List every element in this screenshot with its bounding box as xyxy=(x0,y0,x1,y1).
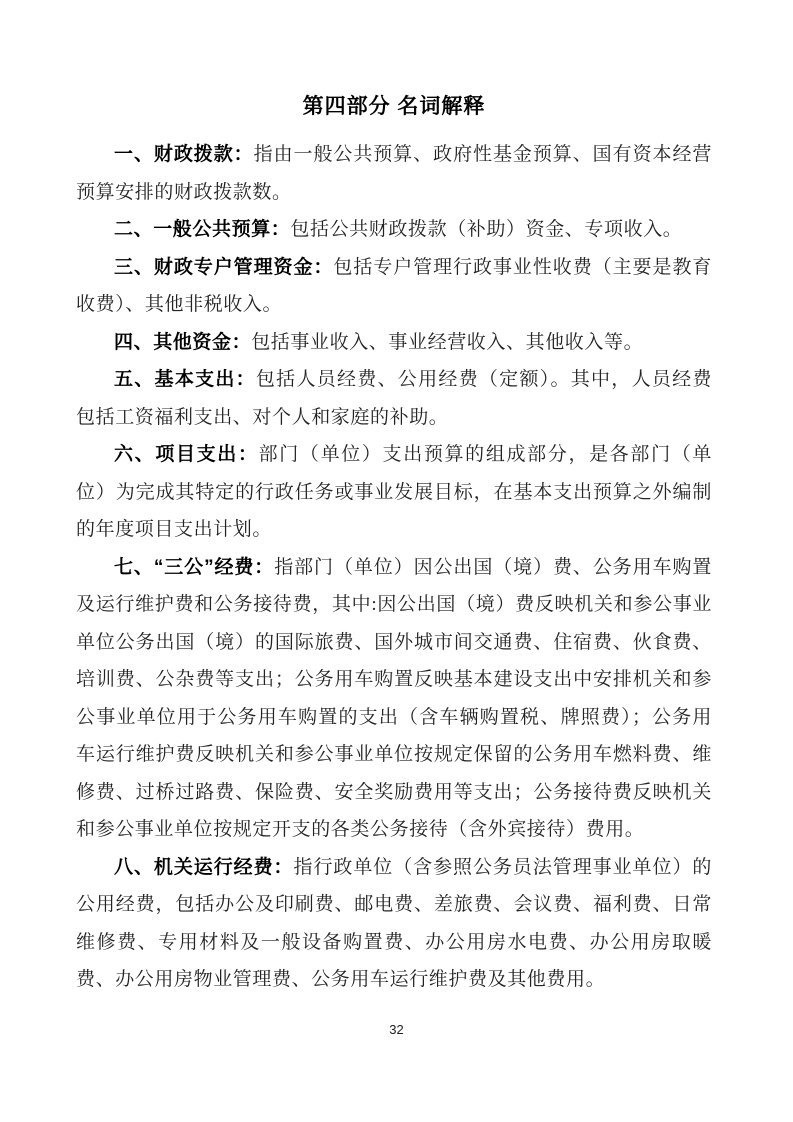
definition-body-6: 部门（单位）支出预算的组成部分，是各部门（单位）为完成其特定的行政任务或事业发展目标，在基本支出预算之外编制的年度项目支出计划。 xyxy=(76,444,713,540)
definition-paragraph-6 xyxy=(76,436,712,549)
definition-paragraph-3 xyxy=(76,249,712,324)
definition-paragraph-2 xyxy=(76,211,712,249)
definition-term-8: 八、机关运行经费： xyxy=(114,856,294,878)
definition-paragraph-4 xyxy=(76,324,712,362)
definition-body-2: 包括公共财政拨款（补助）资金、专项收入。 xyxy=(290,219,683,240)
document-body xyxy=(76,136,712,999)
definition-term-3: 三、财政专户管理资金： xyxy=(114,256,334,278)
definition-body-1: 指由一般公共预算、政府性基金预算、国有资本经营预算安排的财政拨款数。 xyxy=(76,144,713,203)
definition-term-7: 七、“三公”经费： xyxy=(114,556,275,578)
definition-paragraph-8 xyxy=(76,849,712,999)
page-number: 32 xyxy=(389,1022,404,1037)
definition-body-4: 包括事业收入、事业经营收入、其他收入等。 xyxy=(251,331,644,353)
definition-paragraph-1 xyxy=(76,136,712,211)
definition-body-8: 指行政单位（含参照公务员法管理事业单位）的公用经费，包括办公及印刷费、邮电费、差旅费、会议费、福利费、日常维修费、专用材料及一般设备购置费、办公用房水电费、办公用房取暖费、办公用房物业管理费、公务用车运行维护费及其他费用。 xyxy=(76,856,712,990)
definition-body-3: 包括专户管理行政事业性收费（主要是教育收费）、其他非税收入。 xyxy=(76,256,712,315)
definition-term-2: 二、一般公共预算： xyxy=(114,219,291,240)
definition-term-4: 四、其他资金： xyxy=(114,331,252,353)
definition-paragraph-5 xyxy=(76,361,712,436)
definition-term-6: 六、项目支出： xyxy=(114,444,259,465)
definition-body-7: 指部门（单位）因公出国（境）费、公务用车购置及运行维护费和公务接待费，其中:因公出国（境）费反映机关和参公事业单位公务出国（境）的国际旅费、国外城市间交通费、住宿费、伙食费、培训费、公杂费等支出；公务用车购置反映基本建设支出中安排机关和参公事业单位用于公务用车购置的支出（含车辆购置税、牌照费）；公务用车运行维护费反映机关和参公事业单位按规定保留的公务用车燃料费、维修费、过桥过路费、保险费、安全奖励费用等支出；公务接待费反映机关和参公事业单位按规定开支的各类公务接待（含外宾接待）费用。 xyxy=(76,556,712,840)
definition-paragraph-7 xyxy=(76,549,712,849)
page-title: 第四部分 名词解释 xyxy=(302,95,486,118)
definition-term-1: 一、财政拨款： xyxy=(114,144,254,165)
definition-term-5: 五、基本支出： xyxy=(114,369,256,390)
definition-body-5: 包括人员经费、公用经费（定额）。其中，人员经费包括工资福利支出、对个人和家庭的补助。 xyxy=(76,369,712,428)
